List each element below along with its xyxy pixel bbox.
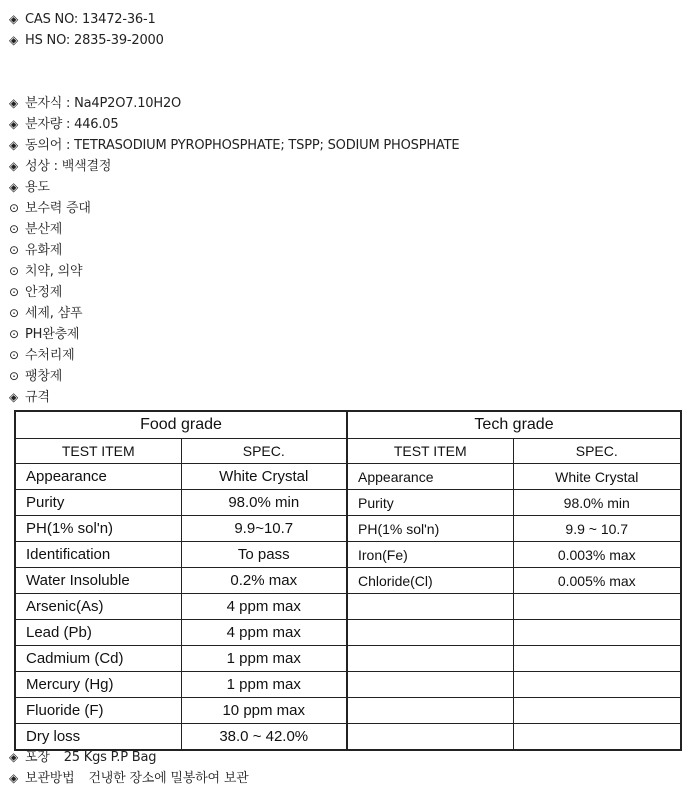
use-item-text: PH완충제 bbox=[25, 327, 80, 342]
tech-test-item-cell: Purity bbox=[347, 490, 513, 516]
table-row bbox=[15, 516, 681, 542]
storage-line bbox=[9, 769, 249, 788]
food-test-item-cell: Arsenic(As) bbox=[15, 594, 181, 620]
specification-heading: 규격 bbox=[25, 390, 50, 405]
food-spec-cell: 4 ppm max bbox=[181, 620, 347, 646]
circle-dot-bullet-icon: ⊙ bbox=[9, 264, 19, 278]
info-line bbox=[9, 94, 181, 113]
info-line bbox=[9, 115, 118, 134]
food-test-item-cell: Cadmium (Cd) bbox=[15, 646, 181, 672]
cas-number-line bbox=[9, 10, 156, 29]
food-test-item-cell: Mercury (Hg) bbox=[15, 672, 181, 698]
tech-spec-header: SPEC. bbox=[513, 439, 681, 464]
food-spec-cell: 38.0 ~ 42.0% bbox=[181, 724, 347, 751]
food-spec-cell: 1 ppm max bbox=[181, 672, 347, 698]
use-item-text: 치약, 의약 bbox=[25, 264, 83, 279]
uses-heading: 용도 bbox=[25, 180, 50, 195]
hs-number-text: HS NO: 2835-39-2000 bbox=[25, 33, 164, 48]
molecular-formula-text: 분자식 : Na4P2O7.10H2O bbox=[25, 96, 182, 111]
food-spec-cell: 1 ppm max bbox=[181, 646, 347, 672]
food-spec-cell: 0.2% max bbox=[181, 568, 347, 594]
use-item bbox=[9, 262, 82, 281]
storage-value: 건냉한 장소에 밀봉하여 보관 bbox=[88, 771, 249, 786]
circle-dot-bullet-icon: ⊙ bbox=[9, 306, 19, 320]
tech-spec-cell: White Crystal bbox=[513, 464, 681, 490]
cas-number-text: CAS NO: 13472-36-1 bbox=[25, 12, 156, 27]
use-item-text: 분산제 bbox=[25, 222, 63, 237]
diamond-bullet-icon: ◈ bbox=[9, 96, 19, 110]
use-item bbox=[9, 220, 62, 239]
packing-label: 포장 bbox=[25, 750, 50, 765]
info-line bbox=[9, 157, 111, 176]
food-spec-cell: To pass bbox=[181, 542, 347, 568]
use-item-text: 보수력 증대 bbox=[25, 201, 91, 216]
table-row bbox=[15, 594, 681, 620]
info-line bbox=[9, 178, 50, 197]
food-test-item-cell: Water Insoluble bbox=[15, 568, 181, 594]
diamond-bullet-icon: ◈ bbox=[9, 180, 19, 194]
packing-value: 25 Kgs P.P Bag bbox=[63, 750, 157, 765]
use-item-text: 안정제 bbox=[25, 285, 63, 300]
grade-header-row bbox=[15, 411, 681, 439]
synonyms-text: 동의어 : TETRASODIUM PYROPHOSPHATE; TSPP; SODIUM PHOSPHATE bbox=[25, 138, 460, 153]
table-row bbox=[15, 464, 681, 490]
use-item-text: 수처리제 bbox=[25, 348, 75, 363]
specification-table bbox=[14, 410, 682, 751]
food-test-item-cell: Dry loss bbox=[15, 724, 181, 751]
molecular-weight-text: 분자량 : 446.05 bbox=[25, 117, 119, 132]
food-spec-cell: 10 ppm max bbox=[181, 698, 347, 724]
use-item-text: 세제, 샴푸 bbox=[25, 306, 83, 321]
circle-dot-bullet-icon: ⊙ bbox=[9, 369, 19, 383]
diamond-bullet-icon: ◈ bbox=[9, 771, 19, 785]
tech-spec-cell: 98.0% min bbox=[513, 490, 681, 516]
tech-spec-cell: 0.003% max bbox=[513, 542, 681, 568]
food-test-item-cell: Lead (Pb) bbox=[15, 620, 181, 646]
tech-spec-cell bbox=[513, 672, 681, 698]
tech-test-item-cell: Chloride(Cl) bbox=[347, 568, 513, 594]
use-item-text: 유화제 bbox=[25, 243, 63, 258]
diamond-bullet-icon: ◈ bbox=[9, 33, 19, 47]
tech-grade-title: Tech grade bbox=[347, 411, 681, 439]
table-row bbox=[15, 542, 681, 568]
table-row bbox=[15, 672, 681, 698]
food-spec-cell: White Crystal bbox=[181, 464, 347, 490]
table-row bbox=[15, 724, 681, 751]
tech-spec-cell bbox=[513, 620, 681, 646]
tech-spec-cell bbox=[513, 724, 681, 751]
tech-test-item-cell bbox=[347, 724, 513, 751]
use-item bbox=[9, 199, 91, 218]
tech-spec-cell bbox=[513, 646, 681, 672]
column-header-row bbox=[15, 439, 681, 464]
food-test-item-cell: PH(1% sol'n) bbox=[15, 516, 181, 542]
tech-test-item-cell bbox=[347, 646, 513, 672]
food-test-item-cell: Identification bbox=[15, 542, 181, 568]
tech-spec-cell: 0.005% max bbox=[513, 568, 681, 594]
circle-dot-bullet-icon: ⊙ bbox=[9, 285, 19, 299]
food-spec-header: SPEC. bbox=[181, 439, 347, 464]
table-row bbox=[15, 568, 681, 594]
diamond-bullet-icon: ◈ bbox=[9, 12, 19, 26]
tech-test-item-cell bbox=[347, 698, 513, 724]
tech-test-item-cell: PH(1% sol'n) bbox=[347, 516, 513, 542]
use-item bbox=[9, 325, 79, 344]
table-row bbox=[15, 620, 681, 646]
circle-dot-bullet-icon: ⊙ bbox=[9, 222, 19, 236]
food-spec-cell: 9.9~10.7 bbox=[181, 516, 347, 542]
table-row bbox=[15, 646, 681, 672]
table-row bbox=[15, 698, 681, 724]
appearance-text: 성상 : 백색결정 bbox=[25, 159, 112, 174]
diamond-bullet-icon: ◈ bbox=[9, 159, 19, 173]
tech-spec-cell: 9.9 ~ 10.7 bbox=[513, 516, 681, 542]
circle-dot-bullet-icon: ⊙ bbox=[9, 243, 19, 257]
circle-dot-bullet-icon: ⊙ bbox=[9, 327, 19, 341]
circle-dot-bullet-icon: ⊙ bbox=[9, 348, 19, 362]
food-grade-title: Food grade bbox=[15, 411, 347, 439]
food-spec-cell: 4 ppm max bbox=[181, 594, 347, 620]
use-item-text: 팽창제 bbox=[25, 369, 63, 384]
diamond-bullet-icon: ◈ bbox=[9, 138, 19, 152]
use-item bbox=[9, 283, 62, 302]
tech-spec-cell bbox=[513, 594, 681, 620]
tech-test-item-cell bbox=[347, 594, 513, 620]
use-item bbox=[9, 346, 74, 365]
info-line bbox=[9, 388, 50, 407]
tech-test-item-cell bbox=[347, 620, 513, 646]
food-test-item-cell: Appearance bbox=[15, 464, 181, 490]
use-item bbox=[9, 241, 62, 260]
tech-test-item-cell: Iron(Fe) bbox=[347, 542, 513, 568]
diamond-bullet-icon: ◈ bbox=[9, 750, 19, 764]
food-test-item-cell: Purity bbox=[15, 490, 181, 516]
packing-line bbox=[9, 748, 156, 767]
use-item bbox=[9, 367, 62, 386]
food-test-item-header: TEST ITEM bbox=[15, 439, 181, 464]
tech-spec-cell bbox=[513, 698, 681, 724]
circle-dot-bullet-icon: ⊙ bbox=[9, 201, 19, 215]
tech-test-item-cell bbox=[347, 672, 513, 698]
diamond-bullet-icon: ◈ bbox=[9, 117, 19, 131]
hs-number-line bbox=[9, 31, 164, 50]
food-test-item-cell: Fluoride (F) bbox=[15, 698, 181, 724]
use-item bbox=[9, 304, 82, 323]
diamond-bullet-icon: ◈ bbox=[9, 390, 19, 404]
info-line bbox=[9, 136, 459, 155]
tech-test-item-header: TEST ITEM bbox=[347, 439, 513, 464]
food-spec-cell: 98.0% min bbox=[181, 490, 347, 516]
tech-test-item-cell: Appearance bbox=[347, 464, 513, 490]
table-row bbox=[15, 490, 681, 516]
storage-label: 보관방법 bbox=[25, 771, 75, 786]
